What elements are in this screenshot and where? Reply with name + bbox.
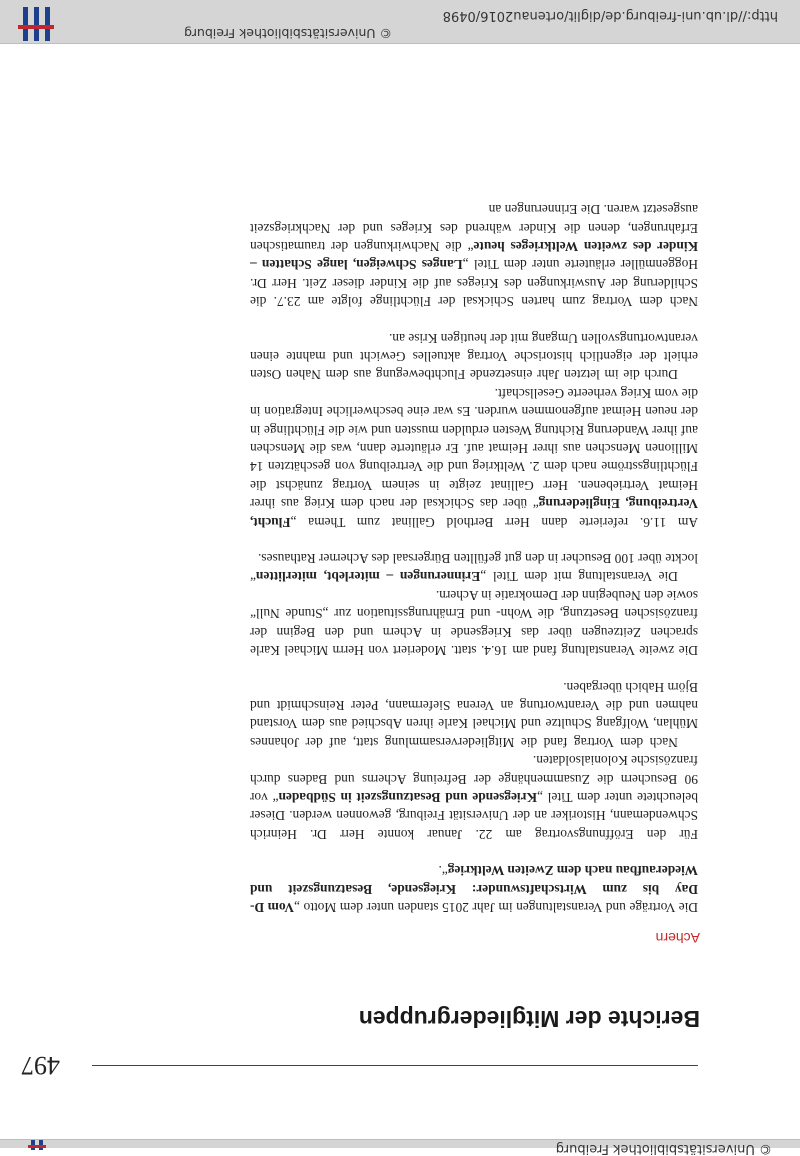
bold-title: Erinnerungen – miterlebt, miterlitten [255,569,481,585]
text-run: “ über das Schicksal der nach dem Krieg aus ihrer Heimat Vertriebenen. Herr Gallinat zeigte in seinem Vortrag zunächst die Flüchtlingsströme nach dem 2. Weltkrieg und die Vertreibung von geschätzten 14 Millionen Menschen aus ihrer Heimat auf. Er erläuterte dann, was die Menschen auf ihrer Wanderung Richtung Westen erdulden mussten und wie die Flüchtlinge in der neuen Heimat aufgenommen wurden. Es war eine beschwerliche Integration in die vom Krieg verheerte Gesellschaft. [250,385,698,512]
text-run: Die zweite Veranstaltung fand am 16.4. statt. Moderiert von Herrn Michael Karle sprachen Zeitzeugen über das Kriegsende in Achern und den Beginn der französischen Besetzung, die Wohn- und Ernährungssituation zur „Stunde Null“ sowie den Neubeginn der Demokratie in Achern. [250,587,698,659]
text-run: “ lockte über 100 Besucher in den gut gefüllten Bürgersaal des Acherner Rathauses. [250,551,698,585]
viewer-top-bar [0,1139,800,1156]
text-run: Nach dem Vortrag zum harten Schicksal der Flüchtlinge folgte am 23.7. die Schilderung der Auswirkungen des Krieges auf die Kinder dieser Zeit. Herr Dr. Hoggenmüller erläuterte unter dem Titel „ [250,257,698,310]
viewer-bottom-bar [0,0,800,44]
paragraph-flucht [250,383,698,530]
text-run: “. [438,863,448,879]
paragraph-zweite-veranstaltung [250,586,698,660]
text-run: Nach dem Vortrag fand die Mitgliederversammlung statt, auf der Johannes Mühlan, Wolfgang Schultze und Michael Karle ihren Abschied aus dem Vorstand nahmen und die Verantwortung an Verena Siefermann, Peter Reinschmidt und Björn Habich übergaben. [250,679,698,750]
paragraph-mitgliederversammlung [250,677,698,751]
text-run: Durch die im letzten Jahr einsetzende Fluchtbewegung aus dem Nahen Osten erhielt der eigentlich historische Vortrag aktuelles Gewicht und mahnte einen verantwortungsvollen Umgang mit der heutigen Krise an. [250,330,698,383]
page-number: 497 [21,1051,60,1080]
bold-title: Kriegsende und Besatzungszeit in Südbaden [278,789,538,805]
bold-title: Vom D-Day bis zum Wirtschaftswunder: Kriegsende, Besatzungszeit und Wiederaufbau nach dem Zweiten Weltkrieg [250,863,698,915]
section-subhead: Achern [655,930,700,946]
top-bar-copyright: © Universitätsbibliothek Freiburg [555,1141,772,1156]
text-run: Die Vorträge und Veranstaltungen im Jahr 2015 standen unter dem Motto „ [294,900,698,915]
bottom-bar-copyright: © Universitätsbibliothek Freiburg [184,26,392,41]
text-run: Für den Eröffnungsvortrag am 22. Januar konnte Herr Dr. Heinrich Schwendemann, Historiker an der Universität Freiburg, gewonnen werden. Dieser beleuchtete unter dem Titel „ [250,789,698,842]
paragraph-lange-schatten [250,200,698,310]
text-run: “ vor 90 Besuchern die Zusammenhänge der Befreiung Acherns und Badens durch französische Kolonialsoldaten. [249,753,698,805]
bold-title: Langes Schweigen, lange Schatten – Kinder des zweiten Weltkrieges heute [250,239,698,273]
paragraph-erinnerungen [250,549,698,586]
header-rule [92,1065,698,1066]
text-run: “ die Nachwirkungen der traumatischen Erfahrungen, denen die Kinder während des Krieges und der Nachkriegszeit ausgesetzt waren. Die Erinnerungen an [250,202,698,254]
text-run: Am 11.6. referierte dann Herr Berthold Gallinat zum Thema „ [290,514,698,530]
paragraph-eroeffnung [250,751,698,843]
text-run: Die Veranstaltung mit dem Titel „ [480,569,678,585]
paragraph-nahost [250,328,698,383]
paragraph-motto [250,861,698,916]
bold-title: Flucht, Vertreibung, Eingliederung [250,496,698,530]
section-title: Berichte der Mitgliedergruppen [358,1006,700,1032]
page-url-link[interactable]: http://dl.ub.uni-freiburg.de/diglit/ortenau2016/0498 [442,8,778,23]
article-body [250,200,698,916]
